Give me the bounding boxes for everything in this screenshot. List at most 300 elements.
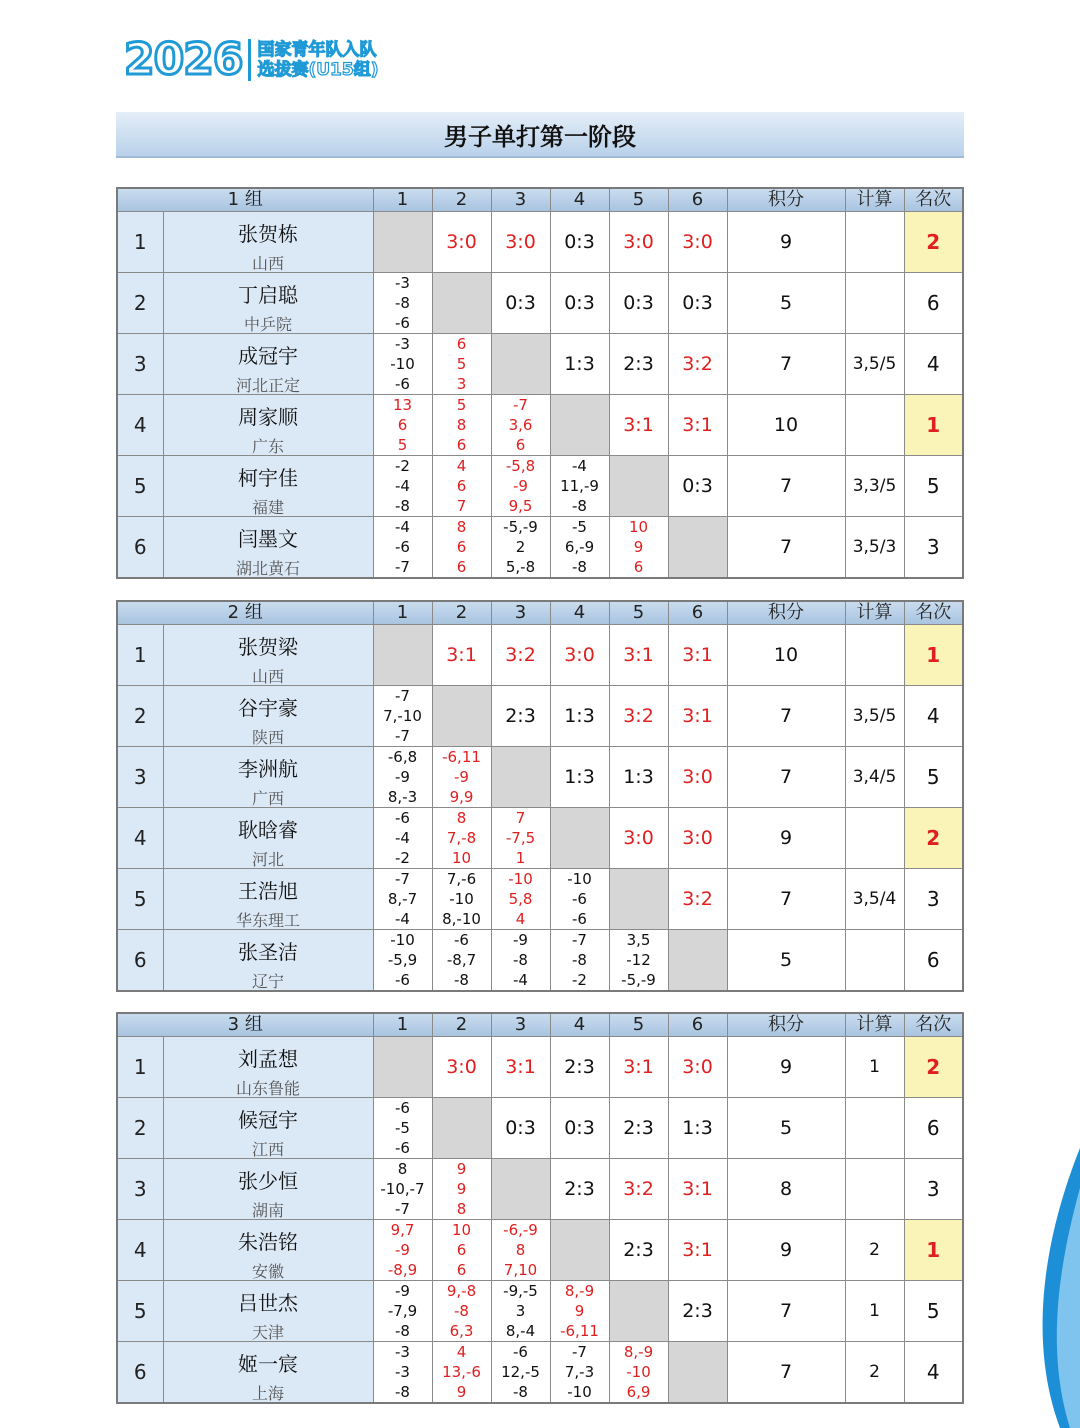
self-match-cell <box>432 686 491 747</box>
game-score-line: 6 <box>456 1241 467 1259</box>
player-index: 4 <box>117 395 163 456</box>
game-score-line: -5 <box>395 1119 410 1137</box>
group-header-row <box>117 188 963 212</box>
player-rank: 5 <box>904 747 963 808</box>
match-result: 2:3 <box>609 1220 668 1281</box>
game-score-line: -3 <box>395 1363 410 1381</box>
match-result: 1:3 <box>550 686 609 747</box>
game-score-line: -7 <box>395 1200 410 1218</box>
column-header-6: 6 <box>668 188 727 212</box>
logo <box>124 36 378 84</box>
match-result: 3:0 <box>668 212 727 273</box>
match-result: 3:1 <box>668 1220 727 1281</box>
game-score-line: -6 <box>395 1139 410 1157</box>
match-result: 1:3 <box>609 747 668 808</box>
player-name: 闫墨文 <box>238 527 298 551</box>
game-score-line: -12 <box>626 951 651 969</box>
tiebreak-calc <box>845 273 904 334</box>
game-score-line: -8 <box>395 1322 410 1340</box>
self-match-cell <box>491 747 550 808</box>
player-rank: 3 <box>904 517 963 579</box>
game-scores <box>491 869 550 930</box>
decorative-swoosh <box>1000 1128 1080 1428</box>
game-score-line: 1 <box>515 849 526 867</box>
player-index: 2 <box>117 686 163 747</box>
player-club: 福建 <box>251 498 284 517</box>
column-header-5: 5 <box>609 188 668 212</box>
player-cell <box>163 1342 373 1404</box>
match-result: 1:3 <box>550 747 609 808</box>
game-scores <box>432 1281 491 1342</box>
game-score-line: -8 <box>572 558 587 576</box>
match-result: 0:3 <box>550 1098 609 1159</box>
game-scores <box>373 930 432 992</box>
player-name: 张贺梁 <box>238 635 298 659</box>
game-score-line: 6 <box>397 416 408 434</box>
player-rank: 4 <box>904 1342 963 1404</box>
self-match-cell <box>373 1037 432 1098</box>
player-index: 5 <box>117 456 163 517</box>
player-row <box>117 395 963 456</box>
player-cell <box>163 517 373 579</box>
self-match-cell <box>550 1220 609 1281</box>
match-result: 3:1 <box>609 1037 668 1098</box>
game-score-line: -7,5 <box>505 829 536 847</box>
game-score-line: 7 <box>456 497 467 515</box>
player-cell <box>163 1037 373 1098</box>
game-score-line: 3 <box>515 1302 526 1320</box>
match-result: 3:1 <box>432 625 491 686</box>
game-score-line: -6,8 <box>387 748 418 766</box>
self-match-cell <box>609 869 668 930</box>
game-score-line: 8 <box>456 809 467 827</box>
player-index: 4 <box>117 1220 163 1281</box>
player-index: 6 <box>117 1342 163 1404</box>
game-scores <box>373 334 432 395</box>
group-header-row <box>117 1013 963 1037</box>
game-score-line: 5,-8 <box>505 558 536 576</box>
game-score-line: -8 <box>572 951 587 969</box>
player-club: 江西 <box>251 1140 284 1159</box>
game-score-line: 3,6 <box>508 416 533 434</box>
group-name: 1 组 <box>117 188 373 212</box>
player-cell <box>163 1281 373 1342</box>
game-score-line: -8 <box>572 497 587 515</box>
game-score-line: 4 <box>456 457 467 475</box>
game-score-line: -10 <box>508 870 533 888</box>
player-points: 8 <box>727 1159 845 1220</box>
logo-year: 2026 <box>124 34 243 85</box>
player-index: 3 <box>117 1159 163 1220</box>
self-match-cell <box>668 1342 727 1404</box>
player-rank: 6 <box>904 1098 963 1159</box>
game-score-line: 7,-6 <box>446 870 477 888</box>
game-score-line: 7,-3 <box>564 1363 595 1381</box>
player-club: 广西 <box>251 789 284 808</box>
player-row <box>117 1220 963 1281</box>
match-result: 3:0 <box>668 1037 727 1098</box>
game-score-line: -6 <box>395 1099 410 1117</box>
game-scores <box>491 930 550 992</box>
player-row <box>117 747 963 808</box>
group-table <box>116 600 964 992</box>
player-row <box>117 686 963 747</box>
game-score-line: -5,-9 <box>503 518 538 536</box>
game-scores <box>491 1220 550 1281</box>
tiebreak-calc: 1 <box>845 1037 904 1098</box>
self-match-cell <box>609 1281 668 1342</box>
game-score-line: 2 <box>515 538 526 556</box>
game-score-line: 6,9 <box>626 1383 651 1401</box>
player-index: 4 <box>117 808 163 869</box>
player-rank: 1 <box>904 625 963 686</box>
game-scores <box>432 869 491 930</box>
match-result: 1:3 <box>668 1098 727 1159</box>
game-score-line: 5 <box>456 355 467 373</box>
column-header-calc: 计算 <box>845 188 904 212</box>
game-score-line: 6 <box>456 477 467 495</box>
match-result: 0:3 <box>491 273 550 334</box>
game-score-line: -7 <box>395 870 410 888</box>
player-cell <box>163 1159 373 1220</box>
player-cell <box>163 930 373 992</box>
player-name: 柯宇佳 <box>238 466 298 490</box>
game-score-line: 7,10 <box>503 1261 538 1279</box>
player-points: 7 <box>727 686 845 747</box>
group-name: 3 组 <box>117 1013 373 1037</box>
game-score-line: -7 <box>513 396 528 414</box>
match-result: 0:3 <box>668 273 727 334</box>
player-points: 5 <box>727 930 845 992</box>
player-points: 9 <box>727 808 845 869</box>
player-row <box>117 273 963 334</box>
game-scores <box>491 1342 550 1404</box>
column-header-calc: 计算 <box>845 601 904 625</box>
game-scores <box>432 334 491 395</box>
game-score-line: 9 <box>456 1180 467 1198</box>
game-scores <box>373 747 432 808</box>
player-row <box>117 1037 963 1098</box>
player-index: 3 <box>117 334 163 395</box>
player-row <box>117 517 963 579</box>
player-points: 9 <box>727 1220 845 1281</box>
player-row <box>117 808 963 869</box>
game-score-line: -4 <box>572 457 587 475</box>
column-header-4: 4 <box>550 188 609 212</box>
game-score-line: -7 <box>395 558 410 576</box>
game-score-line: 7,-10 <box>383 707 422 725</box>
game-score-line: -5,-9 <box>621 971 656 989</box>
column-header-points: 积分 <box>727 601 845 625</box>
player-points: 7 <box>727 517 845 579</box>
game-score-line: 8 <box>397 1160 408 1178</box>
game-score-line: 8,-3 <box>387 788 418 806</box>
game-score-line: -6,11 <box>560 1322 599 1340</box>
player-index: 3 <box>117 747 163 808</box>
game-score-line: 9,-8 <box>446 1282 477 1300</box>
column-header-4: 4 <box>550 1013 609 1037</box>
match-result: 3:2 <box>491 625 550 686</box>
game-score-line: -10 <box>626 1363 651 1381</box>
player-club: 山西 <box>251 667 284 686</box>
game-scores <box>432 808 491 869</box>
game-scores <box>432 1220 491 1281</box>
player-name: 张圣洁 <box>238 940 298 964</box>
player-points: 7 <box>727 869 845 930</box>
player-cell <box>163 808 373 869</box>
player-row <box>117 1098 963 1159</box>
game-score-line: -9 <box>395 1282 410 1300</box>
player-row <box>117 334 963 395</box>
player-index: 5 <box>117 869 163 930</box>
match-result: 0:3 <box>491 1098 550 1159</box>
game-scores <box>373 517 432 579</box>
player-cell <box>163 869 373 930</box>
match-result: 0:3 <box>550 212 609 273</box>
game-score-line: -6,-9 <box>503 1221 538 1239</box>
self-match-cell <box>550 395 609 456</box>
match-result: 2:3 <box>609 1098 668 1159</box>
player-cell <box>163 273 373 334</box>
game-score-line: -10 <box>567 1383 592 1401</box>
tiebreak-calc <box>845 1159 904 1220</box>
player-points: 10 <box>727 625 845 686</box>
player-points: 7 <box>727 747 845 808</box>
game-score-line: 9 <box>633 538 644 556</box>
player-rank: 2 <box>904 808 963 869</box>
player-rank: 1 <box>904 1220 963 1281</box>
player-index: 6 <box>117 930 163 992</box>
player-row <box>117 456 963 517</box>
player-cell <box>163 747 373 808</box>
column-header-rank: 名次 <box>904 188 963 212</box>
match-result: 3:0 <box>668 747 727 808</box>
player-rank: 1 <box>904 395 963 456</box>
match-result: 3:2 <box>668 869 727 930</box>
game-score-line: 9,5 <box>508 497 533 515</box>
game-score-line: -8,9 <box>387 1261 418 1279</box>
match-result: 2:3 <box>668 1281 727 1342</box>
player-name: 刘孟想 <box>238 1047 298 1071</box>
match-result: 3:1 <box>668 395 727 456</box>
player-name: 候冠宇 <box>238 1108 298 1132</box>
player-club: 山东鲁能 <box>235 1079 300 1098</box>
game-score-line: 9 <box>456 1160 467 1178</box>
section-title: 男子单打第一阶段 <box>444 122 636 151</box>
player-club: 河北正定 <box>235 376 300 395</box>
match-result: 2:3 <box>550 1037 609 1098</box>
self-match-cell <box>668 930 727 992</box>
game-score-line: 10 <box>628 518 649 536</box>
player-index: 2 <box>117 1098 163 1159</box>
game-score-line: 10 <box>451 1221 472 1239</box>
game-scores <box>491 808 550 869</box>
game-score-line: 4 <box>515 910 526 928</box>
match-result: 3:1 <box>491 1037 550 1098</box>
game-scores <box>432 747 491 808</box>
self-match-cell <box>609 456 668 517</box>
game-score-line: -6 <box>572 890 587 908</box>
game-score-line: 6 <box>633 558 644 576</box>
player-name: 耿晗睿 <box>238 818 298 842</box>
game-score-line: -4 <box>395 910 410 928</box>
game-score-line: -10 <box>449 890 474 908</box>
game-score-line: -8 <box>395 497 410 515</box>
tiebreak-calc <box>845 625 904 686</box>
game-score-line: -7,9 <box>387 1302 418 1320</box>
game-score-line: 12,-5 <box>501 1363 540 1381</box>
game-score-line: -10,-7 <box>380 1180 425 1198</box>
game-score-line: -6,11 <box>442 748 481 766</box>
tiebreak-calc <box>845 395 904 456</box>
game-scores <box>373 1098 432 1159</box>
game-score-line: -8 <box>513 1383 528 1401</box>
tiebreak-calc: 2 <box>845 1220 904 1281</box>
player-name: 吕世杰 <box>238 1291 298 1315</box>
player-rank: 5 <box>904 456 963 517</box>
player-name: 李洲航 <box>238 757 298 781</box>
game-score-line: -7 <box>572 1343 587 1361</box>
player-club: 中乒院 <box>243 315 292 334</box>
game-score-line: 6,3 <box>449 1322 474 1340</box>
player-points: 5 <box>727 1098 845 1159</box>
game-score-line: -9 <box>395 768 410 786</box>
self-match-cell <box>432 1098 491 1159</box>
column-header-3: 3 <box>491 188 550 212</box>
game-score-line: -5,8 <box>505 457 536 475</box>
game-scores <box>609 1342 668 1404</box>
game-scores <box>432 930 491 992</box>
column-header-4: 4 <box>550 601 609 625</box>
player-row <box>117 1159 963 1220</box>
game-score-line: 8,-10 <box>442 910 481 928</box>
game-score-line: 7 <box>515 809 526 827</box>
game-scores <box>550 1342 609 1404</box>
game-score-line: -6 <box>513 1343 528 1361</box>
player-rank: 5 <box>904 1281 963 1342</box>
player-rank: 6 <box>904 273 963 334</box>
game-score-line: 6 <box>456 436 467 454</box>
player-row <box>117 1342 963 1404</box>
game-score-line: 10 <box>451 849 472 867</box>
player-index: 1 <box>117 1037 163 1098</box>
player-name: 张贺栋 <box>238 222 298 246</box>
game-score-line: -6 <box>395 314 410 332</box>
logo-line1: 国家青年队入队 <box>257 40 377 60</box>
game-scores <box>373 1342 432 1404</box>
game-scores <box>373 395 432 456</box>
player-points: 5 <box>727 273 845 334</box>
game-score-line: -6 <box>395 538 410 556</box>
player-rank: 4 <box>904 686 963 747</box>
match-result: 3:1 <box>668 686 727 747</box>
game-score-line: -5,9 <box>387 951 418 969</box>
player-row <box>117 1281 963 1342</box>
self-match-cell <box>432 273 491 334</box>
match-result: 0:3 <box>550 273 609 334</box>
game-score-line: 6 <box>456 538 467 556</box>
match-result: 0:3 <box>668 456 727 517</box>
player-points: 7 <box>727 456 845 517</box>
player-points: 7 <box>727 1281 845 1342</box>
game-score-line: -6 <box>395 971 410 989</box>
tiebreak-calc: 3,5/5 <box>845 686 904 747</box>
game-score-line: 8,-9 <box>564 1282 595 1300</box>
game-scores <box>432 1342 491 1404</box>
player-row <box>117 212 963 273</box>
player-club: 辽宁 <box>251 972 284 991</box>
game-score-line: -8 <box>513 951 528 969</box>
player-club: 河北 <box>251 850 284 869</box>
game-scores <box>491 456 550 517</box>
game-scores <box>373 1220 432 1281</box>
tiebreak-calc: 3,4/5 <box>845 747 904 808</box>
player-row <box>117 625 963 686</box>
player-rank: 3 <box>904 869 963 930</box>
game-scores <box>432 1159 491 1220</box>
game-score-line: 6,-9 <box>564 538 595 556</box>
column-header-rank: 名次 <box>904 1013 963 1037</box>
match-result: 1:3 <box>550 334 609 395</box>
game-scores <box>373 808 432 869</box>
game-score-line: -6 <box>454 931 469 949</box>
game-score-line: 11,-9 <box>560 477 599 495</box>
game-score-line: -9 <box>513 477 528 495</box>
player-name: 周家顺 <box>238 405 298 429</box>
game-score-line: -6 <box>572 910 587 928</box>
game-score-line: -10 <box>567 870 592 888</box>
self-match-cell <box>491 334 550 395</box>
group-header-row <box>117 601 963 625</box>
column-header-1: 1 <box>373 601 432 625</box>
player-cell <box>163 212 373 273</box>
column-header-5: 5 <box>609 601 668 625</box>
player-name: 王浩旭 <box>238 879 298 903</box>
section-banner <box>116 112 964 158</box>
match-result: 3:2 <box>609 1159 668 1220</box>
match-result: 2:3 <box>550 1159 609 1220</box>
player-points: 7 <box>727 334 845 395</box>
game-score-line: 3 <box>456 375 467 393</box>
game-scores <box>432 395 491 456</box>
match-result: 3:1 <box>668 1159 727 1220</box>
game-score-line: 5 <box>397 436 408 454</box>
game-score-line: 6 <box>456 1261 467 1279</box>
game-score-line: -4 <box>513 971 528 989</box>
tiebreak-calc: 3,5/4 <box>845 869 904 930</box>
game-scores <box>373 686 432 747</box>
player-name: 谷宇豪 <box>238 696 298 720</box>
game-scores <box>550 456 609 517</box>
game-score-line: 9 <box>456 1383 467 1401</box>
player-cell <box>163 334 373 395</box>
game-scores <box>432 517 491 579</box>
game-score-line: -10 <box>390 931 415 949</box>
player-rank: 2 <box>904 1037 963 1098</box>
match-result: 0:3 <box>609 273 668 334</box>
player-index: 1 <box>117 625 163 686</box>
player-rank: 3 <box>904 1159 963 1220</box>
match-result: 3:0 <box>432 1037 491 1098</box>
match-result: 2:3 <box>491 686 550 747</box>
column-header-6: 6 <box>668 601 727 625</box>
game-score-line: -9,-5 <box>503 1282 538 1300</box>
game-score-line: -7 <box>572 931 587 949</box>
game-scores <box>491 1281 550 1342</box>
self-match-cell <box>668 517 727 579</box>
game-score-line: -7 <box>395 687 410 705</box>
match-result: 3:0 <box>432 212 491 273</box>
